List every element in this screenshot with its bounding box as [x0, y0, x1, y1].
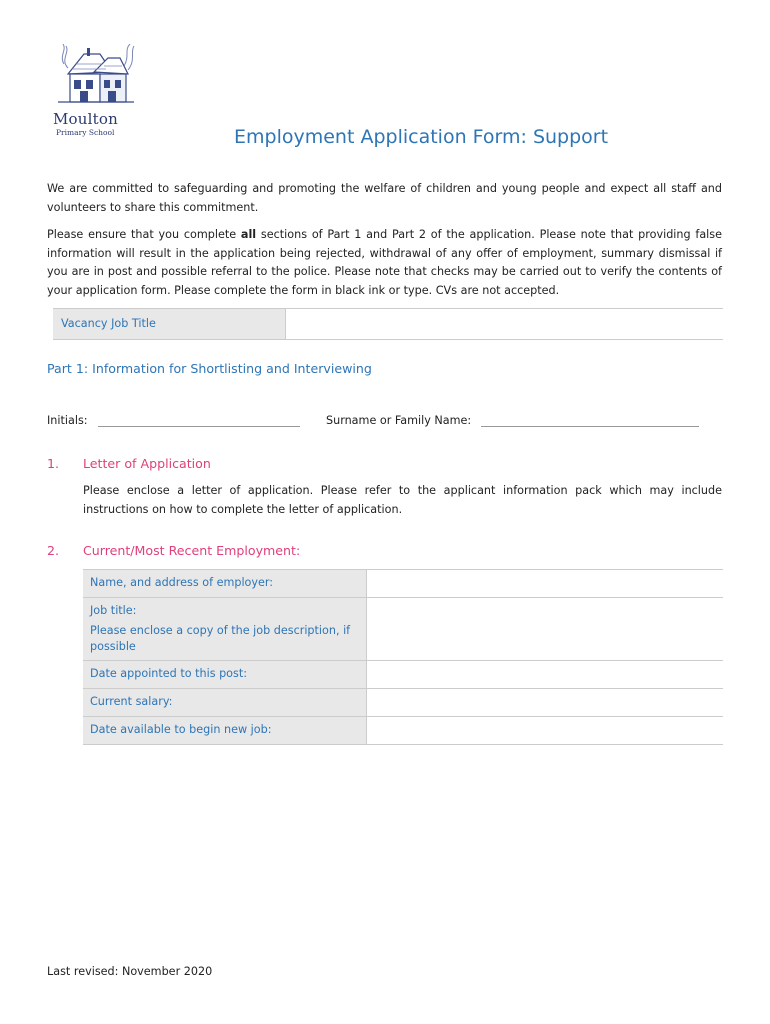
job-title-field[interactable] [367, 598, 724, 661]
instructions-emphasis: all [240, 228, 257, 241]
table-row [83, 717, 723, 745]
date-appointed-field[interactable] [367, 661, 724, 689]
part1-heading: Part 1: Information for Shortlisting and Interviewing [47, 361, 372, 376]
school-logo [50, 44, 140, 140]
date-available-label: Date available to begin new job: [83, 717, 367, 745]
current-salary-field[interactable] [367, 689, 724, 717]
section1-title: Letter of Application [83, 456, 211, 471]
employment-table [83, 569, 723, 745]
surname-field[interactable] [481, 426, 699, 427]
employer-name-address-label: Name, and address of employer: [83, 570, 367, 598]
vacancy-job-title-label: Vacancy Job Title [53, 309, 286, 339]
school-building-icon [54, 44, 138, 108]
job-description-note: Please enclose a copy of the job description, if possible [90, 624, 351, 653]
section1-text: Please enclose a letter of application. Please refer to the applicant information pack which may include instructions on how to complete the letter of application. [83, 484, 722, 516]
document-title: Employment Application Form: Support [234, 126, 609, 148]
safeguarding-statement: We are committed to safeguarding and promoting the welfare of children and young people and expect all staff and volunteers to share this commitment. [47, 182, 722, 214]
job-title-cell [83, 598, 367, 661]
date-appointed-label: Date appointed to this post: [83, 661, 367, 689]
initials-field[interactable] [98, 426, 300, 427]
school-subtitle: Primary School [56, 128, 115, 137]
section2-number: 2. [47, 543, 60, 558]
instructions-text-end: sections of Part 1 and Part 2 of the application. Please note that providing false information will result in the application being rejected, withdrawal of any offer of employment, summary dismissal if you are in post and possible referral to the police. Please note that checks may be carried out to verify the contents of your application form. Please complete the form in black ink or type. CVs are not accepted. [47, 228, 722, 297]
vacancy-row [53, 308, 723, 340]
initials-label: Initials: [47, 414, 88, 427]
instructions-paragraph [47, 226, 722, 300]
instructions-text-start: Please ensure that you complete [47, 228, 241, 241]
date-available-field[interactable] [367, 717, 724, 745]
current-salary-label: Current salary: [83, 689, 367, 717]
section1-number: 1. [47, 456, 60, 471]
last-revised-footer: Last revised: November 2020 [47, 965, 213, 978]
vacancy-job-title-field[interactable] [286, 309, 723, 339]
school-name: Moulton [53, 110, 118, 128]
surname-label: Surname or Family Name: [326, 414, 472, 427]
table-row [83, 598, 723, 661]
employer-name-address-field[interactable] [367, 570, 724, 598]
table-row [83, 661, 723, 689]
table-row [83, 689, 723, 717]
section2-title: Current/Most Recent Employment: [83, 543, 301, 558]
job-title-label: Job title: [90, 604, 137, 617]
table-row [83, 570, 723, 598]
